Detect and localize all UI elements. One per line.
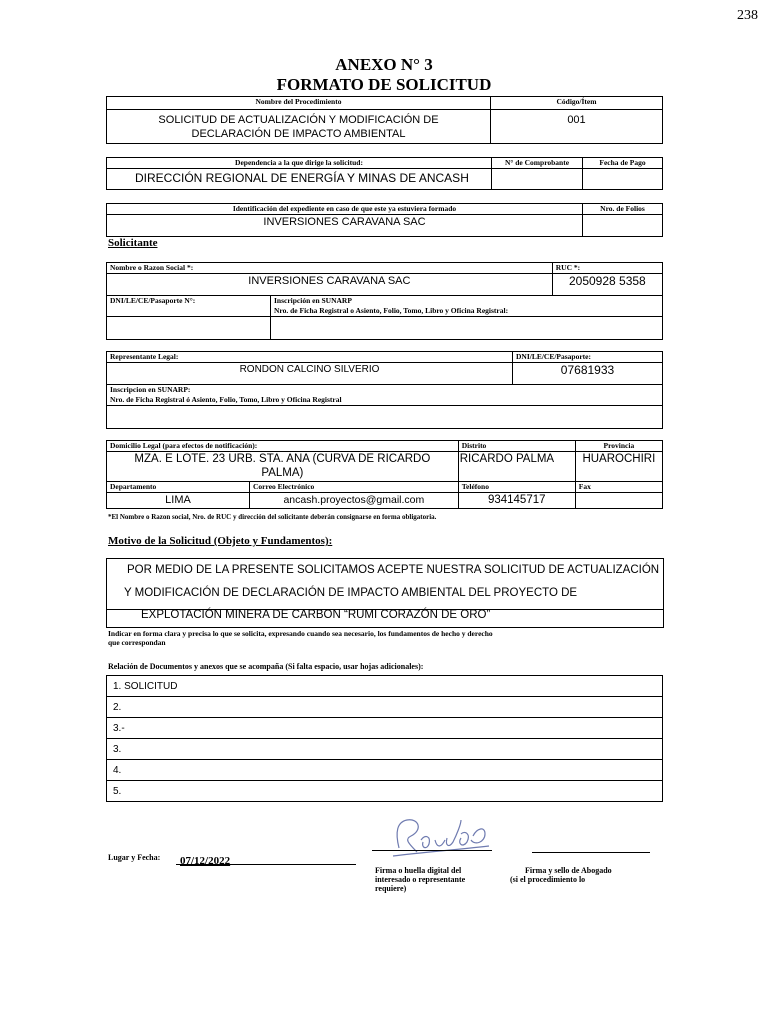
applicant-sunarp-subtitle: Nro. de Ficha Registral o Asiento, Folio, Tomo, Libro y Oficina Registral: (274, 306, 509, 315)
procedure-name-line2: DECLARACIÓN DE IMPACTO AMBIENTAL (191, 128, 406, 140)
page-number: 238 (737, 8, 758, 23)
file-id-value[interactable]: INVERSIONES CARAVANA SAC (107, 215, 583, 237)
annex-title: ANEXO N° 3 (335, 55, 433, 74)
applicant-sunarp-title: Inscripción en SUNARP (274, 296, 352, 305)
motive-note-line2: que correspondan (108, 638, 166, 647)
signature-caption-applicant (375, 866, 465, 893)
legal-rep-dni-value[interactable]: 07681933 (513, 363, 663, 385)
procedure-name-line1: SOLICITUD DE ACTUALIZACIÓN Y MODIFICACIÓN DE (158, 114, 439, 126)
motive-note (108, 629, 493, 647)
motive-note-line1: Indicar en forma clara y precisa lo que se solicita, expresando cuando sea necesario, los fundamentos de hecho y derecho (108, 629, 493, 638)
fax-value[interactable] (575, 493, 662, 509)
document-item-2[interactable]: 2. (107, 697, 663, 718)
dependency-table (106, 157, 663, 190)
dependency-value[interactable]: DIRECCIÓN REGIONAL DE ENERGÍA Y MINAS DE ANCASH (107, 169, 492, 190)
district-value[interactable]: RICARDO PALMA (458, 452, 575, 482)
address-line1: MZA. E LOTE. 23 URB. STA. ANA (CURVA DE RICARDO (134, 453, 431, 465)
applicant-dni-header: DNI/LE/CE/Pasaporte N°: (107, 296, 271, 317)
province-value[interactable]: HUAROCHIRI (575, 452, 662, 482)
legal-rep-sunarp-header (107, 385, 663, 406)
province-header: Provincia (575, 441, 662, 452)
address-value[interactable] (107, 452, 459, 482)
applicant-sunarp-value[interactable] (271, 317, 663, 340)
legal-rep-sunarp-subtitle: Nro. de Ficha Registral ó Asiento, Folio, Tomo, Libro y Oficina Registral (110, 395, 342, 404)
place-date-label: Lugar y Fecha: (108, 853, 161, 862)
signature-caption-lawyer (510, 866, 612, 884)
applicant-name-header: Nombre o Razon Social *: (107, 263, 553, 274)
procedure-name-header: Nombre del Procedimiento (107, 97, 491, 110)
file-id-table (106, 203, 663, 237)
applicant-section-title: Solicitante (108, 237, 158, 249)
document-item-6[interactable]: 5. (107, 781, 663, 802)
sig2-line1: Firma y sello de Abogado (525, 866, 612, 875)
sig1-line2: interesado o representante (375, 875, 466, 884)
domicile-table (106, 440, 663, 509)
document-item-4[interactable]: 3. (107, 739, 663, 760)
applicant-dni-value[interactable] (107, 317, 271, 340)
receipt-value[interactable] (492, 169, 583, 190)
legal-rep-header: Representante Legal: (107, 352, 513, 363)
sig2-line2: (si el procedimiento lo (510, 875, 586, 884)
document-item-1[interactable]: 1. SOLICITUD (107, 676, 663, 697)
signature-line-lawyer (532, 852, 650, 853)
signature-scribble (385, 812, 495, 864)
folios-value[interactable] (583, 215, 663, 237)
dependency-header: Dependencia a la que dirige la solicitud: (107, 158, 492, 169)
phone-value[interactable]: 934145717 (458, 493, 575, 509)
documents-title: Relación de Documentos y anexos que se acompaña (Si falta espacio, usar hojas adicionales): (108, 662, 424, 671)
obligatory-note: *El Nombre o Razon social, Nro. de RUC y dirección del solicitante deberán consignarse en forma obligatoria. (108, 513, 437, 521)
payment-date-header: Fecha de Pago (583, 158, 663, 169)
legal-rep-sunarp-title: Inscripcion en SUNARP: (110, 385, 191, 394)
ruc-header: RUC *: (552, 263, 662, 274)
procedure-name-value[interactable] (107, 110, 491, 144)
district-header: Distrito (458, 441, 575, 452)
motive-title: Motivo de la Solicitud (Objeto y Fundamentos): (108, 535, 333, 547)
signature-line-applicant (372, 850, 492, 851)
fax-header: Fax (575, 482, 662, 493)
department-header: Departamento (107, 482, 250, 493)
procedure-code-value[interactable]: 001 (491, 110, 663, 144)
motive-line1: POR MEDIO DE LA PRESENTE SOLICITAMOS ACEPTE NUESTRA SOLICITUD DE ACTUALIZACIÓN (127, 564, 660, 576)
document-item-3[interactable]: 3.- (107, 718, 663, 739)
file-id-header: Identificación del expediente en caso de que este ya estuviera formado (107, 204, 583, 215)
form-title: FORMATO DE SOLICITUD (276, 75, 492, 94)
legal-rep-sunarp-value[interactable] (107, 406, 663, 429)
legal-rep-name-value[interactable]: RONDON CALCINO SILVERIO (107, 363, 513, 385)
domicile-header: Domicilio Legal (para efectos de notificación): (107, 441, 459, 452)
procedure-code-header: Código/Ítem (491, 97, 663, 110)
folios-header: Nro. de Folios (583, 204, 663, 215)
motive-line3: EXPLOTACIÓN MINERA DE CARBON “RUMI CORAZÓN DE ORO” (141, 609, 491, 621)
legal-rep-table (106, 351, 663, 429)
applicant-name-value[interactable]: INVERSIONES CARAVANA SAC (107, 274, 553, 296)
email-header: Correo Electrónico (250, 482, 459, 493)
applicant-table (106, 262, 663, 340)
applicant-sunarp-header (271, 296, 663, 317)
receipt-header: N° de Comprobante (492, 158, 583, 169)
department-value[interactable]: LIMA (107, 493, 250, 509)
motive-box[interactable] (106, 558, 664, 628)
place-date-value: 07/12/2022 (180, 855, 231, 867)
motive-line2: Y MODIFICACIÓN DE DECLARACIÓN DE IMPACTO AMBIENTAL DEL PROYECTO DE (124, 587, 578, 599)
document-item-5[interactable]: 4. (107, 760, 663, 781)
email-value[interactable]: ancash.proyectos@gmail.com (250, 493, 459, 509)
legal-rep-dni-header: DNI/LE/CE/Pasaporte: (513, 352, 663, 363)
payment-date-value[interactable] (583, 169, 663, 190)
ruc-value[interactable]: 2050928 5358 (552, 274, 662, 296)
place-date-field[interactable] (176, 851, 356, 865)
sig1-line3: requiere) (375, 884, 407, 893)
sig1-line1: Firma o huella digital del (375, 866, 462, 875)
phone-header: Teléfono (458, 482, 575, 493)
documents-table (106, 675, 663, 802)
address-line2: PALMA) (261, 467, 304, 479)
procedure-table (106, 96, 663, 144)
